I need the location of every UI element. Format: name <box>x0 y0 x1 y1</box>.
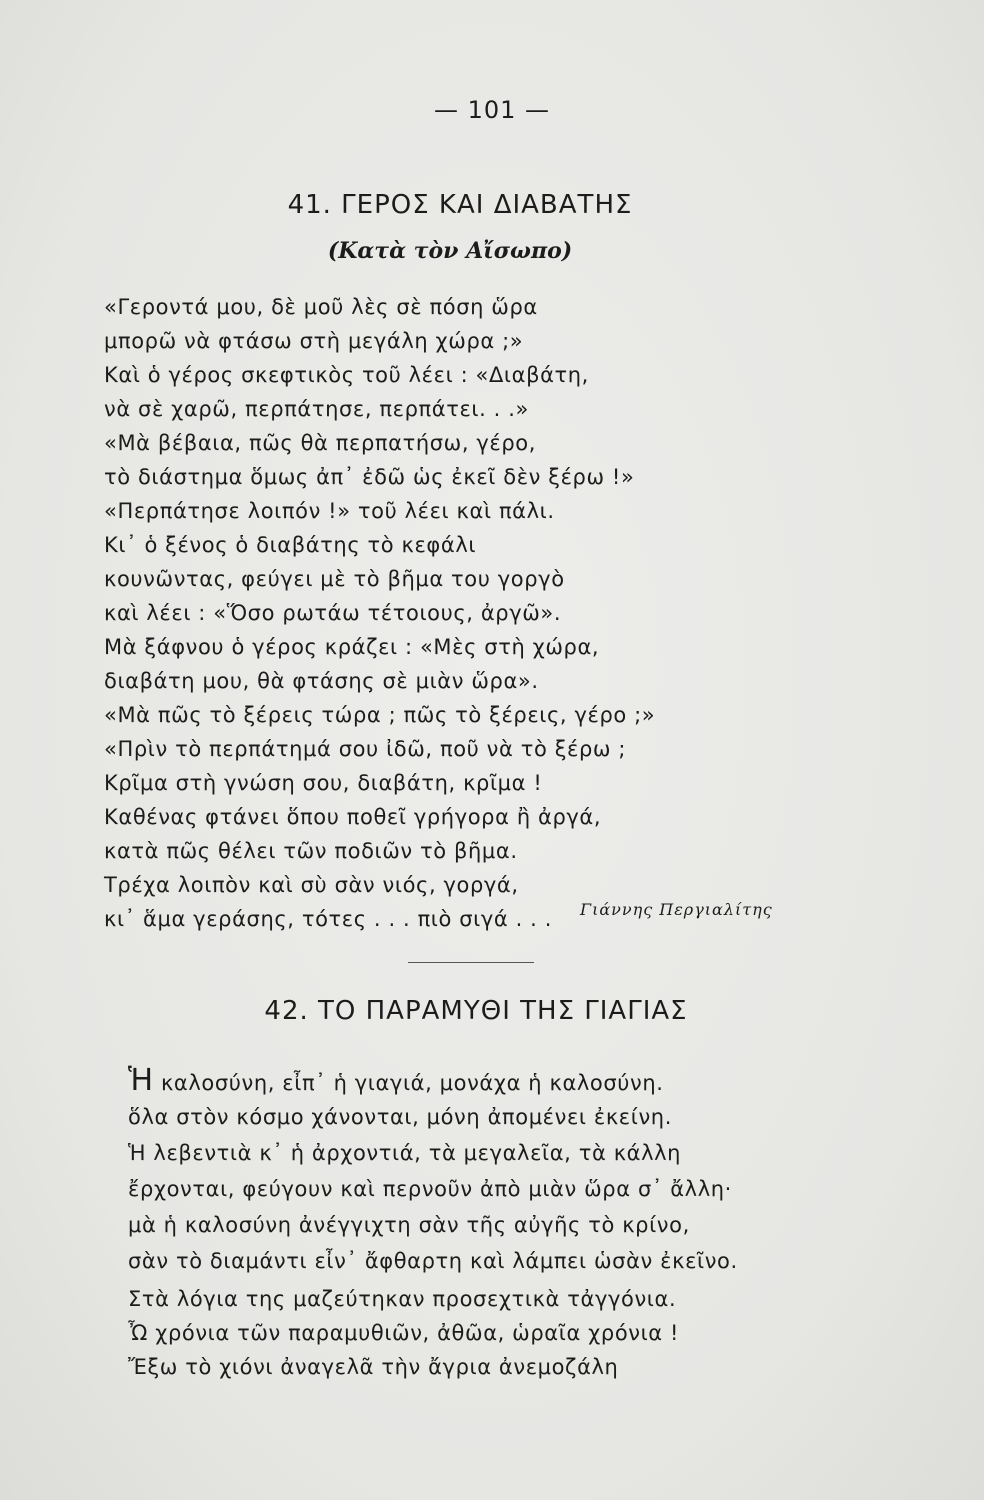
verse-line: Κρῖμα στὴ γνώση σου, διαβάτη, κρῖμα ! <box>104 771 543 795</box>
poem-41-author: Γιάννης Περγιαλίτης <box>580 900 773 919</box>
verse-line: τὸ διάστημα ὅμως ἀπ᾽ ἐδῶ ὡς ἐκεῖ δὲν ξέρω !» <box>104 465 635 489</box>
verse-line: κατὰ πῶς θέλει τῶν ποδιῶν τὸ βῆμα. <box>104 839 518 863</box>
verse-line: «Περπάτησε λοιπόν !» τοῦ λέει καὶ πάλι. <box>104 499 555 523</box>
poem-42-stanza-2 <box>128 1282 679 1384</box>
verse-line: σὰν τὸ διαμάντι εἶν᾽ ἄφθαρτη καὶ λάμπει ὡσὰν ἐκεῖνο. <box>128 1249 738 1273</box>
page-number: — 101 — <box>433 96 551 124</box>
verse-line: ὅλα στὸν κόσμο χάνονται, μόνη ἀπομένει ἐκείνη. <box>128 1105 672 1129</box>
verse-line: μὰ ἡ καλοσύνη ἀνέγγιχτη σὰν τῆς αὐγῆς τὸ κρίνο, <box>128 1213 690 1237</box>
poem-42-verses <box>128 1063 738 1279</box>
verse-line: «Πρὶν τὸ περπάτημά σου ἰδῶ, ποῦ νὰ τὸ ξέρω ; <box>104 737 627 761</box>
verse-line: Ὦ χρόνια τῶν παραμυθιῶν, ἀθῶα, ὡραῖα χρόνια ! <box>128 1321 680 1345</box>
verse-line: κουνῶντας, φεύγει μὲ τὸ βῆμα του γοργὸ <box>104 567 565 591</box>
poem-41-verses <box>104 290 655 936</box>
verse-line: Ἔξω τὸ χιόνι ἀναγελᾶ τὴν ἄγρια ἀνεμοζάλη <box>128 1355 619 1379</box>
poem-41-title: 41. ΓΕΡΟΣ ΚΑΙ ΔΙΑΒΑΤΗΣ <box>287 190 633 220</box>
verse-line: Καὶ ὁ γέρος σκεφτικὸς τοῦ λέει : «Διαβάτη, <box>104 363 589 387</box>
verse-line: διαβάτη μου, θὰ φτάσης σὲ μιὰν ὥρα». <box>104 669 539 693</box>
verse-line: Ἡ λεβεντιὰ κ᾽ ἡ ἀρχοντιά, τὰ μεγαλεῖα, τὰ κάλλη <box>128 1141 682 1165</box>
verse-line: κι᾽ ἅμα γεράσης, τότες . . . πιὸ σιγά . . . <box>104 907 552 931</box>
verse-line: μπορῶ νὰ φτάσω στὴ μεγάλη χώρα ;» <box>104 329 524 353</box>
verse-line: «Μὰ πῶς τὸ ξέρεις τώρα ; πῶς τὸ ξέρεις, γέρο ;» <box>104 703 656 727</box>
verse-line <box>128 1063 738 1099</box>
verse-line: Μὰ ξάφνου ὁ γέρος κράζει : «Μὲς στὴ χώρα, <box>104 635 600 659</box>
verse-line: νὰ σὲ χαρῶ, περπάτησε, περπάτει. . .» <box>104 397 529 421</box>
verse-line: «Γεροντά μου, δὲ μοῦ λὲς σὲ πόση ὥρα <box>104 295 538 319</box>
section-divider <box>408 962 534 963</box>
verse-line: Κι᾽ ὁ ξένος ὁ διαβάτης τὸ κεφάλι <box>104 533 477 557</box>
poem-42-title: 42. ΤΟ ΠΑΡΑΜΥΘΙ ΤΗΣ ΓΙΑΓΙΑΣ <box>264 996 688 1026</box>
verse-line: ἔρχονται, φεύγουν καὶ περνοῦν ἀπὸ μιὰν ὥρα σ᾽ ἄλλη· <box>128 1177 732 1201</box>
drop-initial: Ἡ <box>128 1063 154 1098</box>
verse-line: «Μὰ βέβαια, πῶς θὰ περπατήσω, γέρο, <box>104 431 537 455</box>
verse-line: καὶ λέει : «Ὅσο ρωτάω τέτοιους, ἀργῶ». <box>104 601 562 625</box>
verse-line: Καθένας φτάνει ὅπου ποθεῖ γρήγορα ἢ ἀργά, <box>104 805 602 829</box>
verse-line: Τρέχα λοιπὸν καὶ σὺ σὰν νιός, γοργά, <box>104 873 519 897</box>
verse-line-text: καλοσύνη, εἶπ᾽ ἡ γιαγιά, μονάχα ἡ καλοσύνη. <box>153 1071 664 1095</box>
verse-line: Στὰ λόγια της μαζεύτηκαν προσεχτικὰ τἀγγόνια. <box>128 1287 677 1311</box>
poem-41-subtitle: (Κατὰ τὸν Αἴσωπο) <box>327 238 573 264</box>
